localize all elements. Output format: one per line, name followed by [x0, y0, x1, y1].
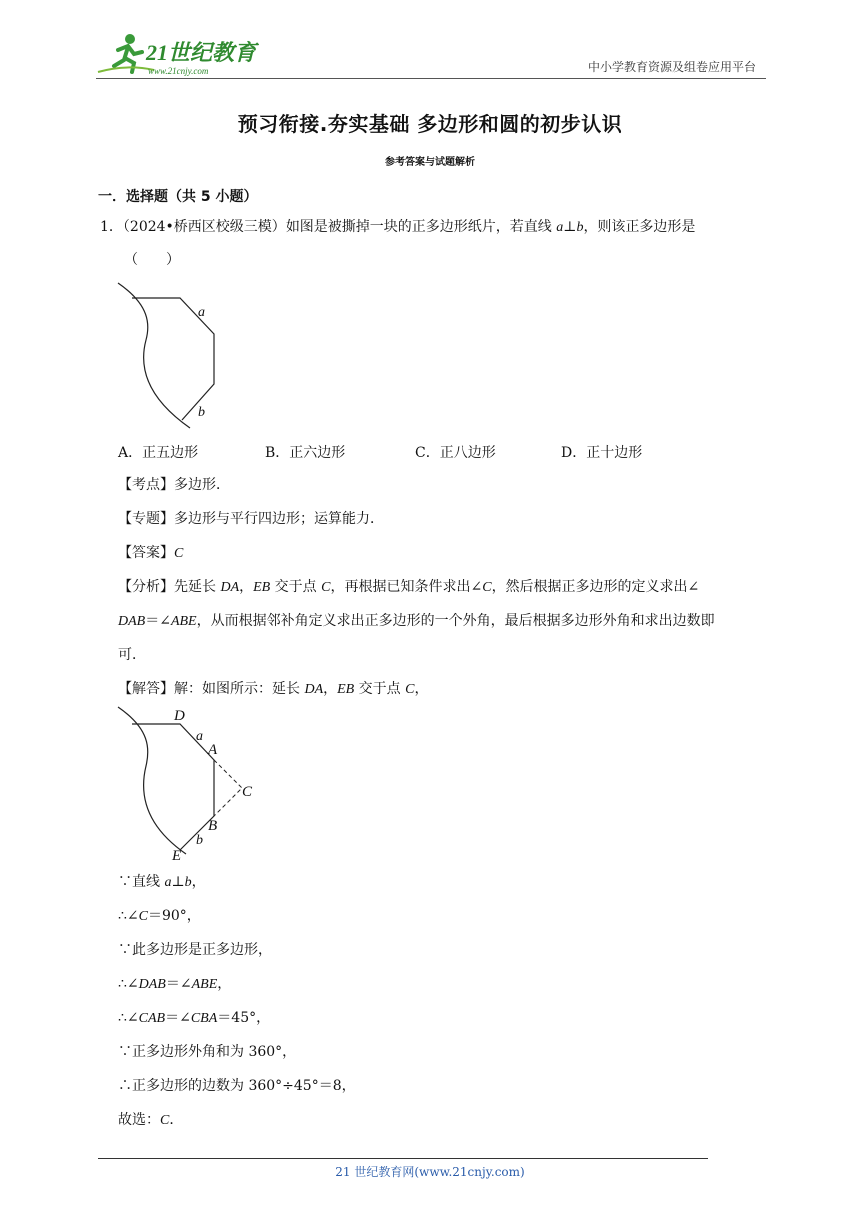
- fenxi-line-1: 【分析】先延长 DA，EB 交于点 C，再根据已知条件求出∠C，然后根据正多边形的定义求出∠: [118, 579, 700, 595]
- var-a: a: [556, 220, 564, 235]
- logo-text: 21世纪教育: [146, 40, 257, 65]
- kaodian: 【考点】多边形．: [118, 477, 230, 493]
- question-text-end: ，则该正多边形是: [583, 219, 696, 235]
- header-divider: [96, 78, 766, 79]
- choice-d[interactable]: D．正十边形: [561, 445, 643, 461]
- label-a: a: [198, 305, 205, 320]
- site-logo: [96, 30, 266, 80]
- page-title: 预习衔接.夯实基础 多边形和圆的初步认识: [237, 112, 623, 136]
- label-b: b: [198, 405, 205, 420]
- step-1: ∵直线 a⊥b，: [118, 874, 206, 890]
- step-4: ∴∠DAB＝∠ABE，: [118, 976, 232, 992]
- page-subtitle: 参考答案与试题解析: [385, 157, 475, 168]
- choice-b[interactable]: B．正六边形: [265, 445, 346, 461]
- label-E: E: [172, 848, 182, 864]
- logo-url: www.21cnjy.com: [148, 66, 209, 76]
- section-heading: 一．选择题（共 5 小题）: [98, 189, 258, 205]
- choice-a[interactable]: A．正五边形: [118, 445, 199, 461]
- step-8: 故选：C．: [118, 1112, 184, 1128]
- footer-link[interactable]: 21 世纪教育网(www.21cnjy.com): [335, 1165, 525, 1179]
- step-5: ∴∠CAB＝∠CBA＝45°，: [118, 1010, 271, 1026]
- step-2: ∴∠C＝90°，: [118, 908, 201, 924]
- var-b: b: [576, 220, 584, 235]
- fenxi-line-2: DAB＝∠ABE，从而根据邻补角定义求出正多边形的一个外角，最后根据多边形外角和求出边数即: [118, 613, 715, 629]
- step-3: ∵此多边形是正多边形，: [118, 942, 272, 958]
- answer-blank: （ ）: [124, 252, 180, 268]
- question-1-stem: [100, 217, 770, 238]
- fenxi-line-3: 可．: [118, 647, 146, 663]
- step-6: ∵正多边形外角和为 360°，: [118, 1044, 297, 1060]
- question-source: （2024•桥西区校级三模）: [122, 219, 286, 235]
- label-b2: b: [196, 833, 203, 848]
- label-A: A: [208, 742, 218, 758]
- label-C: C: [242, 784, 253, 800]
- answer: 【答案】C: [118, 545, 184, 561]
- question-number: 1．: [100, 219, 123, 235]
- figure-torn-polygon: [110, 280, 230, 439]
- jieda: 【解答】解：如图所示：延长 DA，EB 交于点 C，: [118, 681, 429, 697]
- platform-name: 中小学教育资源及组卷应用平台: [587, 60, 756, 74]
- perp-symbol: ⊥: [563, 219, 577, 235]
- footer-divider: [98, 1158, 708, 1159]
- zhuanti: 【专题】多边形与平行四边形；运算能力．: [118, 511, 384, 527]
- label-D: D: [174, 708, 185, 724]
- label-B: B: [208, 818, 218, 834]
- step-7: ∴正多边形的边数为 360°÷45°＝8，: [118, 1078, 356, 1094]
- question-text: 如图是被撕掉一块的正多边形纸片，若直线: [285, 219, 557, 235]
- choice-c[interactable]: C．正八边形: [415, 445, 496, 461]
- label-a2: a: [196, 729, 203, 744]
- figure-extended-lines: [110, 704, 270, 868]
